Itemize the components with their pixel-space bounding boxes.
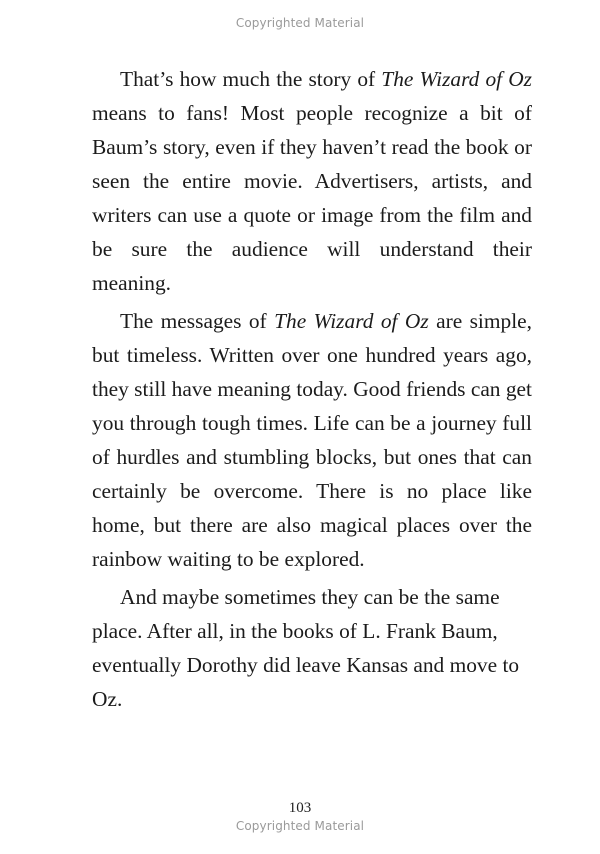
paragraph-2-segment-1: The messages of [120,309,275,333]
book-title-italic: The Wizard of Oz [381,67,532,91]
paragraph-3 [92,580,532,716]
paragraph-1-segment-3: means to fans! Most people recognize a bit of Baum’s story, even if they haven’t read the book or seen the entire movie. Advertisers, artists, and writers can use a quote or image from the film and be sure the audience will understand their meaning. [92,101,532,295]
copyright-watermark-bottom: Copyrighted Material [235,819,365,833]
book-title-italic: The Wizard of Oz [274,309,429,333]
paragraph-2 [92,304,532,576]
page-body-text [92,62,532,716]
copyright-watermark-top: Copyrighted Material [235,16,365,30]
page-number: 103 [288,800,312,816]
paragraph-2-segment-3: are simple, but timeless. Written over one hundred years ago, they still have meaning today. Good friends can get you through tough times. Life can be a journey full of hurdles and stumbling blocks, but ones that can certainly be overcome. There is no place like home, but there are also magical places over the rainbow waiting to be explored. [92,309,532,571]
paragraph-1 [92,62,532,300]
paragraph-3-segment-1: And maybe sometimes they can be the same place. After all, in the books of L. Frank Baum, eventually Dorothy did leave Kansas and move to Oz. [92,585,520,711]
paragraph-1-segment-1: That’s how much the story of [120,67,382,91]
